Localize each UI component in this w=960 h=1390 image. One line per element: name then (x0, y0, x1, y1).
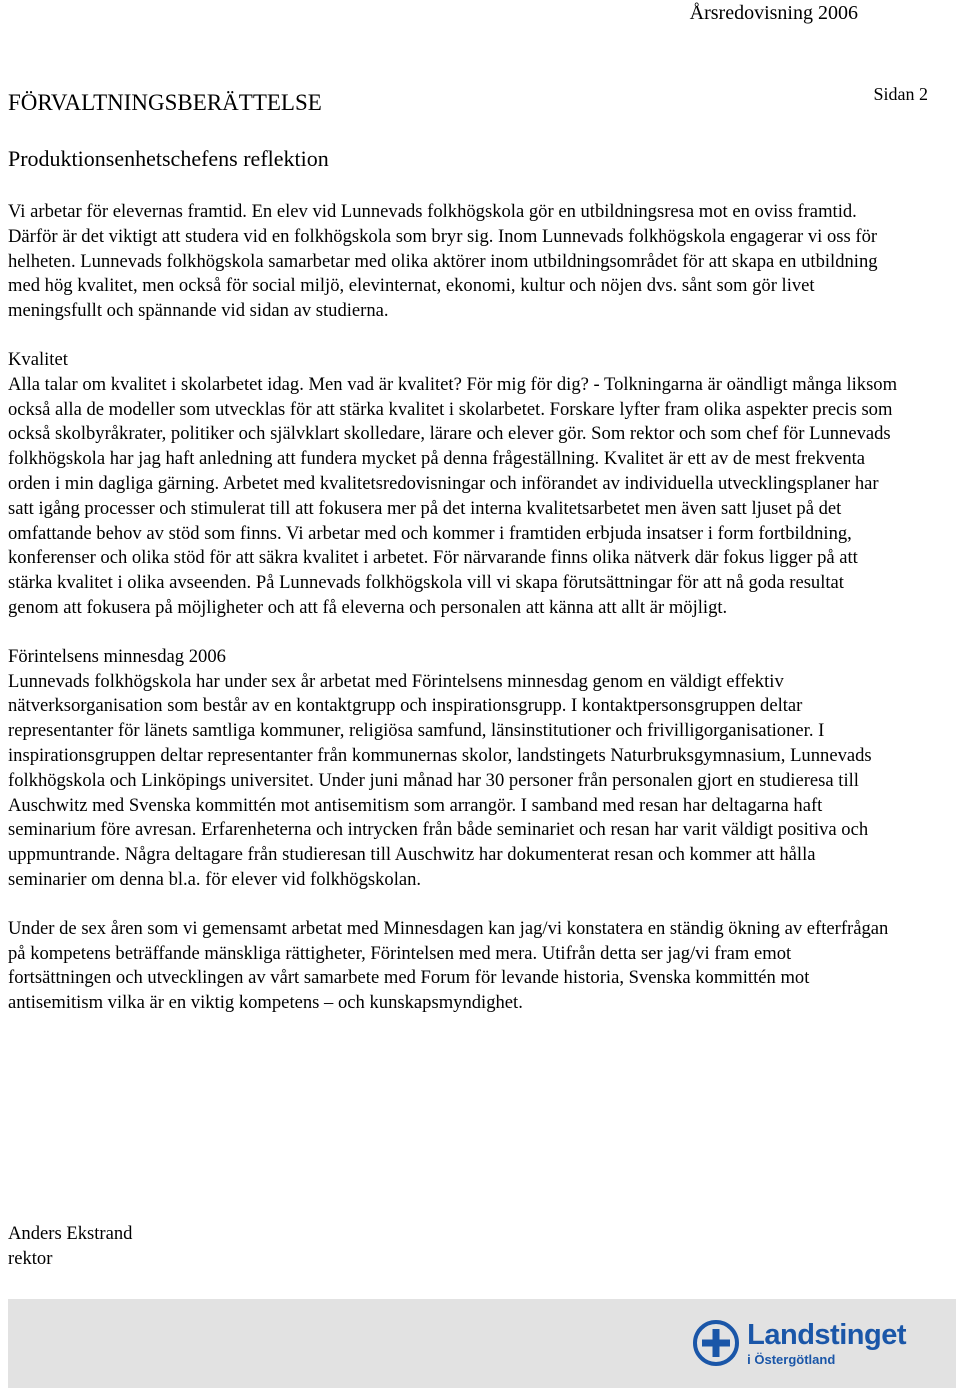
quality-heading: Kvalitet (8, 348, 68, 370)
landstinget-cross-icon (693, 1320, 739, 1366)
holocaust-heading: Förintelsens minnesdag 2006 (8, 645, 226, 667)
report-title: Årsredovisning 2006 (689, 2, 858, 24)
logo-name: Landstinget (747, 1318, 906, 1351)
page-number: Sidan 2 (873, 84, 928, 104)
signature-block (8, 1222, 132, 1272)
document-body (8, 200, 898, 1016)
signature-name: Anders Ekstrand (8, 1223, 133, 1244)
landstinget-logo (693, 1320, 906, 1366)
quality-paragraph: Alla talar om kvalitet i skolarbetet idag. Men vad är kvalitet? För mig för dig? - Tolkningarna är oändligt många liksom också alla de modeller som utvecklas för att stärka kvalitet i skolarbetet. Forskare lyfter fram olika aspekter precis som också skolbyråkrater, politiker och självklart skolledare, lärare och elever gör. Som rektor och som chef för Lunnevads folkhögskola har jag haft anledning att fundera mycket på denna frågeställning. Kvalitet är ett av de mest frekventa orden i min dagliga gärning. Arbetet med kvalitetsredovisningar och införandet av individuella utvecklingsplaner har satt igång processer och stimulerat till att fokusera mer på det interna kvalitetsarbetet men även satt ljuset på det omfattande behov av stöd som finns. Vi arbetar med och kommer i framtiden erbjuda insatser i form fortbildning, konferenser och olika stöd för att säkra kvalitet i arbetet. För närvarande finns olika nätverk där fokus ligger på att stärka kvalitet i olika avseenden. På Lunnevads folkhögskola vill vi skapa förutsättningar för att nå goda resultat genom att fokusera på möjligheter och att få eleverna och personalen att känna att allt är möjligt. (8, 373, 898, 618)
signature-title: rektor (8, 1247, 53, 1269)
subsection-title: Produktionsenhetschefens reflektion (8, 146, 329, 171)
closing-paragraph: Under de sex åren som vi gemensamt arbetat med Minnesdagen kan jag/vi konstatera en ständig ökning av efterfrågan på kompetens beträffande mänskliga rättigheter, Förintelsen med mera. Utifrån detta ser jag/vi fram emot fortsättningen och utvecklingen av vårt samarbete med Forum för levande historia, Svenska kommittén mot antisemitism vilka är en viktig kompetens – och kunskapsmyndighet. (8, 917, 889, 1014)
section-title: FÖRVALTNINGSBERÄTTELSE (8, 90, 322, 115)
logo-region: i Östergötland (747, 1351, 836, 1367)
intro-paragraph: Vi arbetar för elevernas framtid. En elev vid Lunnevads folkhögskola gör en utbildningsresa mot en oviss framtid. Därför är det viktigt att studera vid en folkhögskola som bryr sig. Inom Lunnevads folkhögskola engagerar vi oss för helheten. Lunnevads folkhögskola samarbetar med olika aktörer inom utbildningsområdet för att skapa en utbildning med hög kvalitet, men också för social miljö, elevinternat, ekonomi, kultur och nöjen dvs. sånt som gör livet meningsfullt och spännande vid sidan av studierna. (8, 201, 878, 322)
holocaust-paragraph: Lunnevads folkhögskola har under sex år arbetat med Förintelsens minnesdag genom en väldigt effektiv nätverksorganisation som består av en kontaktgrupp och inspirationsgrupp. I kontaktpersonsgruppen deltar representanter för länets samtliga kommuner, religiösa samfund, länsinstitutioner och frivilligorganisationer. I inspirationsgruppen deltar representanter från kommunernas skolor, landstingets Naturbruksgymnasium, Lunnevads folkhögskola och Linköpings universitet. Under juni månad har 30 personer från personalen gjort en studieresa till Auschwitz med Svenska kommittén mot antisemitism som arrangör. I samband med resan har deltagarna haft seminarium före avresan. Erfarenheterna och intrycken från både seminariet och resan har varit väldigt positiva och uppmuntrande. Några deltagare från studieresan till Auschwitz har dokumenterat resan och kommer att hålla seminarier om denna bl.a. för elever vid folkhögskolan. (8, 670, 872, 890)
